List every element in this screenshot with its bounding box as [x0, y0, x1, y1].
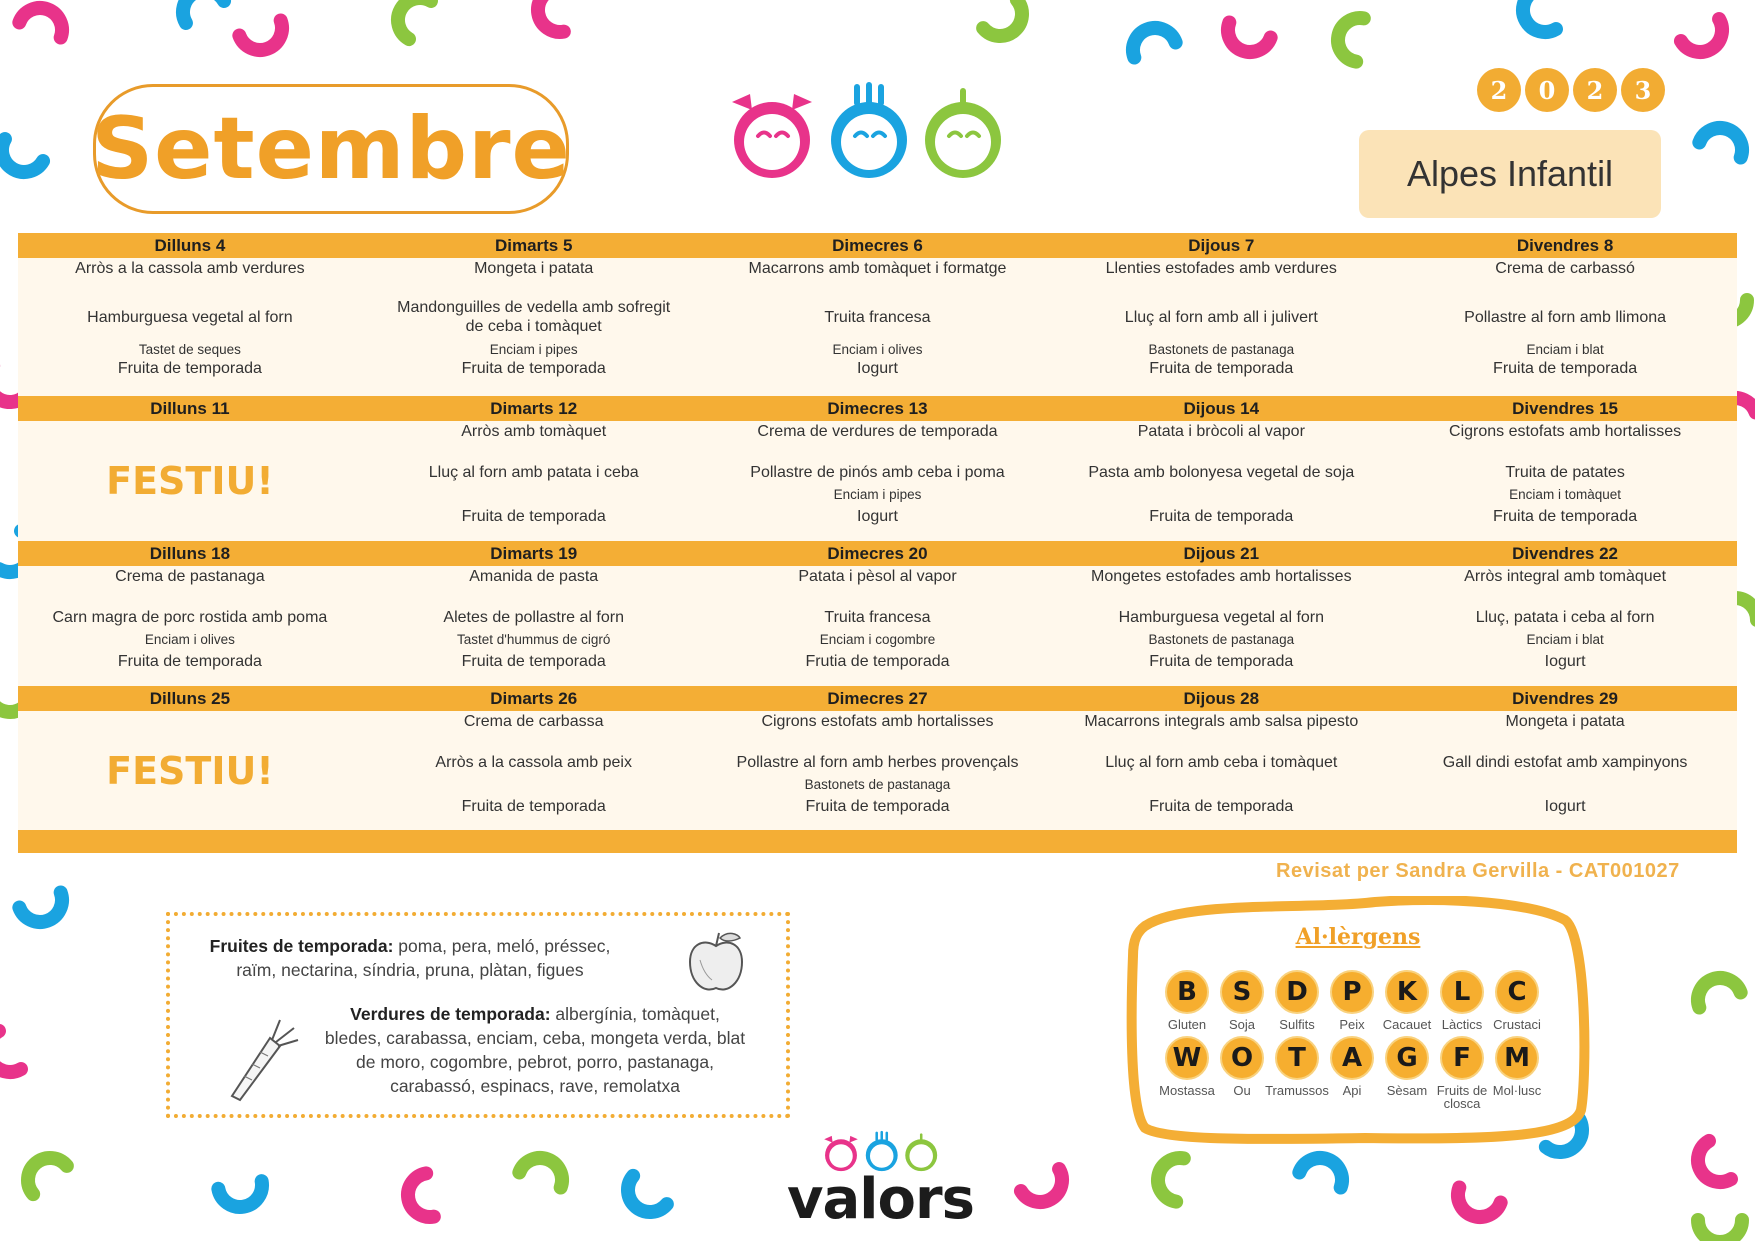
day-label: Divendres 29 — [1512, 689, 1618, 708]
revisat-note: Revisat per Sandra Gervilla - CAT001027 — [1276, 860, 1680, 882]
allergen-letter: L — [1440, 970, 1484, 1014]
allergen-name: Mol·lusc — [1492, 1083, 1542, 1098]
confetti-arc — [1155, 1155, 1184, 1202]
second-course: Pollastre de pinós amb ceba i poma — [750, 464, 1005, 481]
second-course: Truita francesa — [824, 309, 931, 326]
second-course: Pollastre al forn amb herbes provençals — [736, 754, 1019, 771]
veg-label: Verdures de temporada: — [350, 1004, 551, 1024]
kids-faces-logo — [722, 80, 1012, 190]
dessert: Fruita de temporada — [461, 360, 606, 377]
day-label: Dijous 21 — [1183, 544, 1260, 563]
fruits-line2: raïm, nectarina, síndria, pruna, plàtan, figues — [236, 960, 584, 980]
allergen-name: Mostassa — [1159, 1083, 1215, 1098]
allergen-letter: C — [1495, 970, 1539, 1014]
first-course: Arròs amb tomàquet — [461, 423, 607, 440]
side-dish: Enciam i tomàquet — [1509, 487, 1621, 502]
dessert: Fruita de temporada — [461, 653, 606, 670]
pink-face-icon — [732, 94, 812, 178]
day-menu — [1049, 258, 1393, 398]
first-course: Mongeta i patata — [474, 260, 594, 277]
allergen-letter: F — [1440, 1036, 1484, 1080]
day-menu — [1393, 258, 1737, 398]
day-menu — [1393, 421, 1737, 541]
second-course: Pasta amb bolonyesa vegetal de soja — [1088, 464, 1355, 481]
day-label: Dilluns 18 — [149, 544, 231, 563]
dessert: Iogurt — [1544, 653, 1586, 670]
confetti-arc — [619, 1176, 667, 1221]
allergen-letter: D — [1275, 970, 1319, 1014]
menu-table — [18, 233, 1737, 853]
side-dish: Enciam i blat — [1526, 632, 1604, 647]
year-badges — [1477, 68, 1665, 112]
day-label: Dimecres 20 — [827, 544, 928, 563]
festiu-label: FESTIU! — [106, 459, 274, 503]
dessert: Fruita de temporada — [117, 653, 262, 670]
second-course: Lluç al forn amb ceba i tomàquet — [1105, 754, 1338, 771]
day-menu — [18, 421, 362, 541]
first-course: Llenties estofades amb verdures — [1105, 260, 1337, 277]
school-name: Alpes Infantil — [1359, 130, 1661, 218]
veg-line4: carabassó, espinacs, rave, remolatxa — [390, 1076, 680, 1096]
fruits-label: Fruites de temporada: — [209, 936, 394, 956]
day-label: Dilluns 25 — [149, 689, 231, 708]
allergen-name: Ou — [1233, 1083, 1251, 1098]
second-course: Lluç al forn amb all i julivert — [1124, 309, 1318, 326]
side-dish: Bastonets de pastanaga — [804, 777, 951, 792]
allergen-name: Tramussos — [1265, 1083, 1329, 1098]
day-label: Dimecres 13 — [827, 399, 928, 418]
fruits-line1: poma, pera, meló, préssec, — [393, 936, 611, 956]
day-menu — [18, 711, 362, 831]
second-course: Arròs a la cassola amb peix — [435, 754, 632, 771]
day-menu — [18, 258, 362, 398]
side-dish: Enciam i cogombre — [819, 632, 936, 647]
valors-brand: valors — [787, 1167, 974, 1232]
allergen-name: Peix — [1339, 1017, 1365, 1032]
confetti-arc — [983, 0, 1031, 45]
confetti-arc — [1222, 22, 1271, 58]
confetti-arc — [1299, 1152, 1348, 1188]
second-course: Hamburguesa vegetal al forn — [87, 309, 293, 326]
first-course: Arròs integral amb tomàquet — [1464, 568, 1667, 585]
dessert: Fruita de temporada — [805, 798, 950, 815]
confetti-arc — [19, 892, 68, 928]
day-menu — [1049, 711, 1393, 831]
carrot-icon — [220, 1016, 300, 1106]
allergen-letter: A — [1330, 1036, 1374, 1080]
year-digit: 3 — [1621, 68, 1665, 112]
allergen-letter: K — [1385, 970, 1429, 1014]
allergens-box — [1125, 896, 1591, 1144]
week-body — [18, 258, 1737, 398]
confetti-arc — [1021, 1169, 1070, 1210]
first-course: Crema de pastanaga — [115, 568, 265, 585]
allergen-name: Crustaci — [1493, 1017, 1541, 1032]
side-dish: Bastonets de pastanaga — [1148, 632, 1295, 647]
week-header — [18, 686, 1737, 711]
second-course: Aletes de pollastre al forn — [443, 609, 624, 626]
first-course: Macarrons integrals amb salsa pipesto — [1084, 713, 1359, 730]
veg-line1: albergínia, tomàquet, — [550, 1004, 720, 1024]
day-label: Dimecres 6 — [832, 236, 923, 255]
day-menu — [1049, 566, 1393, 686]
second-course: Lluç al forn amb patata i ceba — [428, 464, 639, 481]
allergen-name: Sulfits — [1279, 1017, 1315, 1032]
confetti-arc — [405, 1173, 434, 1220]
day-label: Dijous 28 — [1183, 689, 1260, 708]
day-label: Dilluns 11 — [150, 399, 230, 418]
allergen-name: Api — [1342, 1083, 1362, 1098]
month-title: Setembre — [91, 99, 571, 199]
first-course: Patata i pèsol al vapor — [798, 568, 957, 585]
veg-line3: de moro, cogombre, pebrot, porro, pastanaga, — [356, 1052, 714, 1072]
second-course: Truita de patates — [1505, 464, 1625, 481]
dessert: Iogurt — [857, 360, 898, 377]
day-label: Divendres 22 — [1512, 544, 1618, 563]
first-course: Mongeta i patata — [1505, 713, 1625, 730]
second-course: Gall dindi estofat amb xampinyons — [1442, 754, 1688, 771]
day-menu — [362, 566, 706, 686]
confetti-arc — [0, 139, 43, 180]
confetti-arc — [175, 0, 224, 23]
second-course: Hamburguesa vegetal al forn — [1118, 609, 1325, 626]
side-dish: Enciam i pipes — [489, 342, 578, 357]
side-dish: Enciam i blat — [1526, 342, 1604, 357]
allergens-title: Al·lèrgens — [1295, 924, 1421, 950]
confetti-arc — [239, 20, 288, 56]
side-dish: Tastet d'hummus de cigró — [456, 632, 611, 647]
second-course: Carn magra de porc rostida amb poma — [52, 609, 328, 626]
confetti-arc — [1127, 22, 1176, 58]
confetti-arc — [1692, 972, 1741, 1008]
side-dish: Bastonets de pastanaga — [1148, 342, 1295, 357]
first-course: Amanida de pasta — [469, 568, 599, 585]
week-header — [18, 541, 1737, 566]
festiu-label: FESTIU! — [106, 749, 274, 793]
confetti-arc — [1698, 1220, 1742, 1241]
confetti-arc — [519, 1152, 568, 1188]
confetti-arc — [218, 1181, 265, 1210]
day-label: Dijous 14 — [1183, 399, 1260, 418]
allergen-letter: O — [1220, 1036, 1264, 1080]
confetti-arc — [535, 0, 564, 35]
apple-icon — [686, 930, 746, 998]
confetti-arc — [19, 2, 68, 38]
day-menu — [706, 711, 1050, 831]
week-header — [18, 396, 1737, 421]
allergen-letter: M — [1495, 1036, 1539, 1080]
blue-face-icon — [831, 82, 907, 178]
allergen-item — [1485, 1036, 1549, 1097]
second-course: Mandonguilles de vedella amb sofregit de ceba i tomàquet — [397, 299, 671, 335]
confetti-arc — [1690, 1141, 1731, 1190]
day-label: Dimarts 19 — [490, 544, 578, 563]
allergen-name: Gluten — [1167, 1017, 1207, 1032]
week-body — [18, 566, 1737, 686]
day-label: Divendres 15 — [1512, 399, 1618, 418]
day-menu — [1049, 421, 1393, 541]
dessert: Fruita de temporada — [1493, 508, 1638, 525]
day-menu — [362, 258, 706, 398]
dessert: Fruita de temporada — [1149, 508, 1294, 525]
dessert: Frutia de temporada — [805, 653, 950, 670]
first-course: Crema de carbassó — [1495, 260, 1635, 277]
day-menu — [706, 566, 1050, 686]
confetti-arc — [1515, 0, 1556, 40]
year-digit: 2 — [1573, 68, 1617, 112]
first-course: Patata i bròcoli al vapor — [1137, 423, 1305, 440]
allergen-letter: W — [1165, 1036, 1209, 1080]
week-body — [18, 711, 1737, 831]
confetti-arc — [390, 0, 431, 39]
first-course: Mongetes estofades amb hortalisses — [1090, 568, 1352, 585]
confetti-arc — [19, 1149, 67, 1194]
side-dish: Enciam i pipes — [833, 487, 922, 502]
week-body — [18, 421, 1737, 541]
confetti-arc — [1335, 15, 1364, 62]
dessert: Fruita de temporada — [1149, 798, 1294, 815]
first-course: Crema de verdures de temporada — [757, 423, 998, 440]
allergen-name: Soja — [1228, 1017, 1256, 1032]
year-digit: 0 — [1525, 68, 1569, 112]
fruits-text — [190, 934, 630, 982]
allergen-letter: T — [1275, 1036, 1319, 1080]
first-course: Arròs a la cassola amb verdures — [75, 260, 305, 277]
seasonal-box — [166, 912, 790, 1118]
green-face-icon — [925, 88, 1001, 178]
confetti-arc — [0, 1031, 21, 1080]
menu-footer-bar — [18, 830, 1737, 853]
day-label: Dimarts 12 — [490, 399, 578, 418]
dessert: Fruita de temporada — [461, 508, 606, 525]
allergen-name: Sèsam — [1386, 1083, 1428, 1098]
allergen-letter: B — [1165, 970, 1209, 1014]
dessert: Fruita de temporada — [461, 798, 606, 815]
second-course: Lluç, patata i ceba al forn — [1475, 609, 1655, 626]
confetti-arc — [1699, 122, 1748, 158]
day-menu — [706, 421, 1050, 541]
allergen-letter: P — [1330, 970, 1374, 1014]
day-label: Dilluns 4 — [154, 236, 226, 255]
allergen-item — [1485, 970, 1549, 1031]
day-label: Dimarts 26 — [490, 689, 578, 708]
side-dish: Tastet de seques — [138, 342, 241, 357]
vegetables-text — [310, 1002, 760, 1098]
dessert: Fruita de temporada — [1149, 653, 1294, 670]
allergen-letter: S — [1220, 970, 1264, 1014]
day-label: Dijous 7 — [1188, 236, 1255, 255]
first-course: Crema de carbassa — [463, 713, 604, 730]
dessert: Fruita de temporada — [117, 360, 262, 377]
day-menu — [1393, 566, 1737, 686]
allergen-name: Fruits de closca — [1436, 1083, 1488, 1111]
dessert: Fruita de temporada — [1493, 360, 1638, 377]
day-label: Dimecres 27 — [827, 689, 928, 708]
dessert: Iogurt — [857, 508, 898, 525]
second-course: Truita francesa — [824, 609, 931, 626]
day-menu — [706, 258, 1050, 398]
allergen-letter: G — [1385, 1036, 1429, 1080]
week-header — [18, 233, 1737, 258]
confetti-arc — [1452, 1187, 1501, 1223]
first-course: Macarrons amb tomàquet i formatge — [748, 260, 1007, 277]
side-dish: Enciam i olives — [832, 342, 923, 357]
day-menu — [1393, 711, 1737, 831]
year-digit: 2 — [1477, 68, 1521, 112]
first-course: Cigrons estofats amb hortalisses — [1449, 423, 1682, 440]
dessert: Fruita de temporada — [1149, 360, 1294, 377]
allergen-name: Cacauet — [1382, 1017, 1432, 1032]
second-course: Pollastre al forn amb llimona — [1464, 309, 1667, 326]
day-menu — [362, 711, 706, 831]
allergen-name: Làctics — [1441, 1017, 1483, 1032]
day-label: Dimarts 5 — [494, 236, 573, 255]
day-label: Divendres 8 — [1516, 236, 1614, 255]
first-course: Cigrons estofats amb hortalisses — [761, 713, 994, 730]
veg-line2: bledes, carabassa, enciam, ceba, mongeta verda, blat — [324, 1028, 746, 1048]
dessert: Iogurt — [1544, 798, 1586, 815]
month-title-box — [93, 84, 569, 214]
day-menu — [18, 566, 362, 686]
side-dish: Enciam i olives — [144, 632, 235, 647]
confetti-arc — [1681, 19, 1730, 60]
day-menu — [362, 421, 706, 541]
